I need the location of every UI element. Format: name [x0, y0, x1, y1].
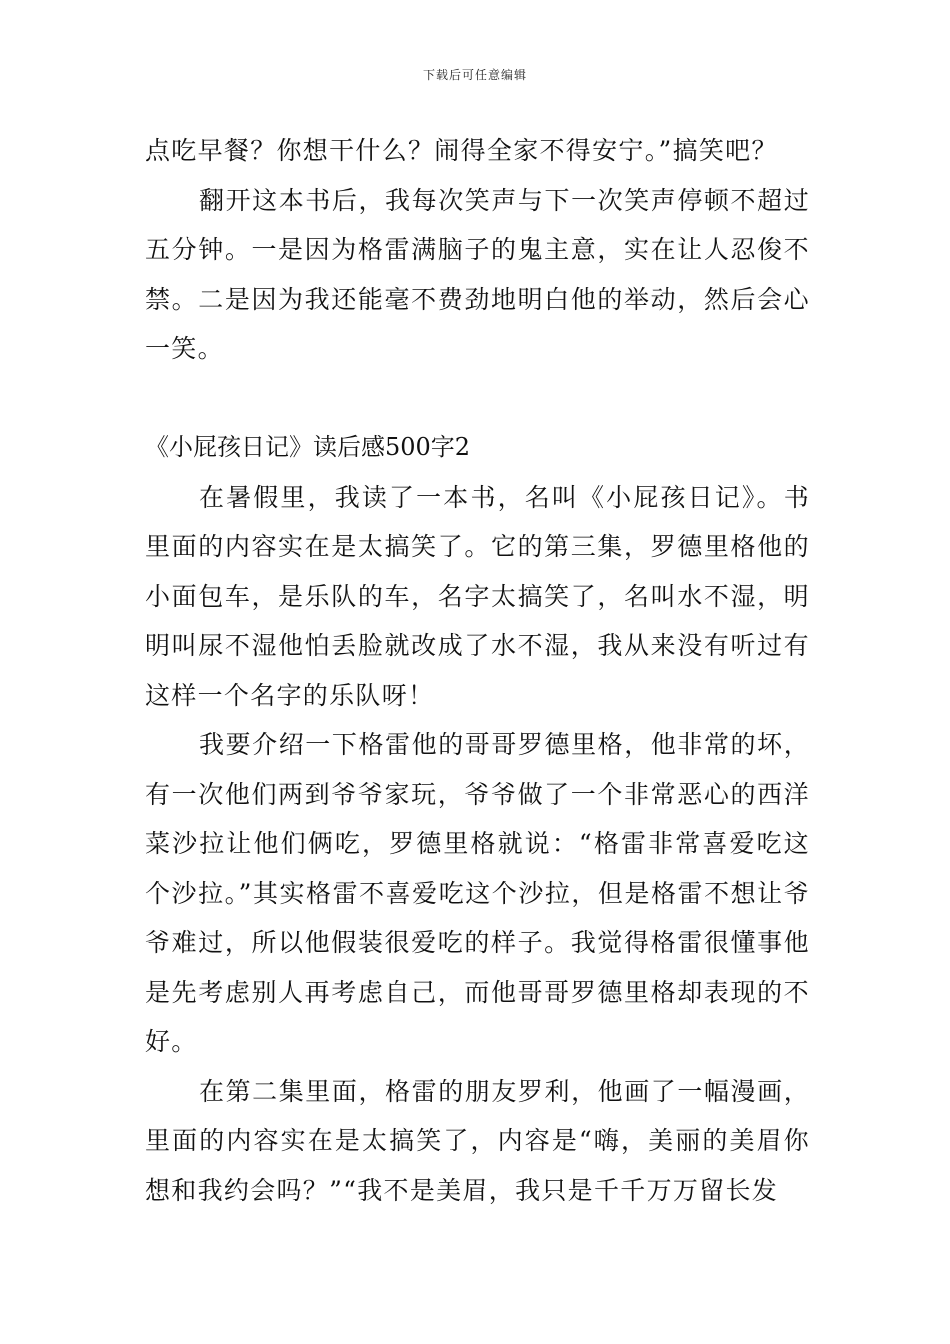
- paragraph: 在暑假里，我读了一本书，名叫《小屁孩日记》。书里面的内容实在是太搞笑了。它的第三集，罗德里格他的小面包车，是乐队的车，名字太搞笑了，名叫水不湿，明明叫尿不湿他怕丢脸就改成了水不湿，我从来没有听过有这样一个名字的乐队呀！: [145, 482, 810, 710]
- section-heading: 《小屁孩日记》读后感500字2: [145, 433, 471, 461]
- page-header: 下载后可任意编辑: [422, 68, 527, 82]
- paragraph: 我要介绍一下格雷他的哥哥罗德里格，他非常的坏，有一次他们两到爷爷家玩，爷爷做了一个非常恶心的西洋菜沙拉让他们俩吃，罗德里格就说：“格雷非常喜爱吃这个沙拉。”其实格雷不喜爱吃这个沙拉，但是格雷不想让爷爷难过，所以他假装很爱吃的样子。我觉得格雷很懂事他是先考虑别人再考虑自己，而他哥哥罗德里格却表现的不好。: [145, 730, 810, 1056]
- paragraph: 在第二集里面，格雷的朋友罗利，他画了一幅漫画，里面的内容实在是太搞笑了，内容是“嗨，美丽的美眉你想和我约会吗？”“我不是美眉，我只是千千万万留长发: [145, 1076, 810, 1205]
- paragraph: 翻开这本书后，我每次笑声与下一次笑声停顿不超过五分钟。一是因为格雷满脑子的鬼主意，实在让人忍俊不禁。二是因为我还能毫不费劲地明白他的举动，然后会心一笑。: [145, 185, 810, 363]
- document-body: [145, 126, 810, 1215]
- blank-line: [145, 374, 810, 424]
- paragraph-continuation: 点吃早餐？你想干什么？闹得全家不得安宁。”搞笑吧？: [145, 136, 778, 165]
